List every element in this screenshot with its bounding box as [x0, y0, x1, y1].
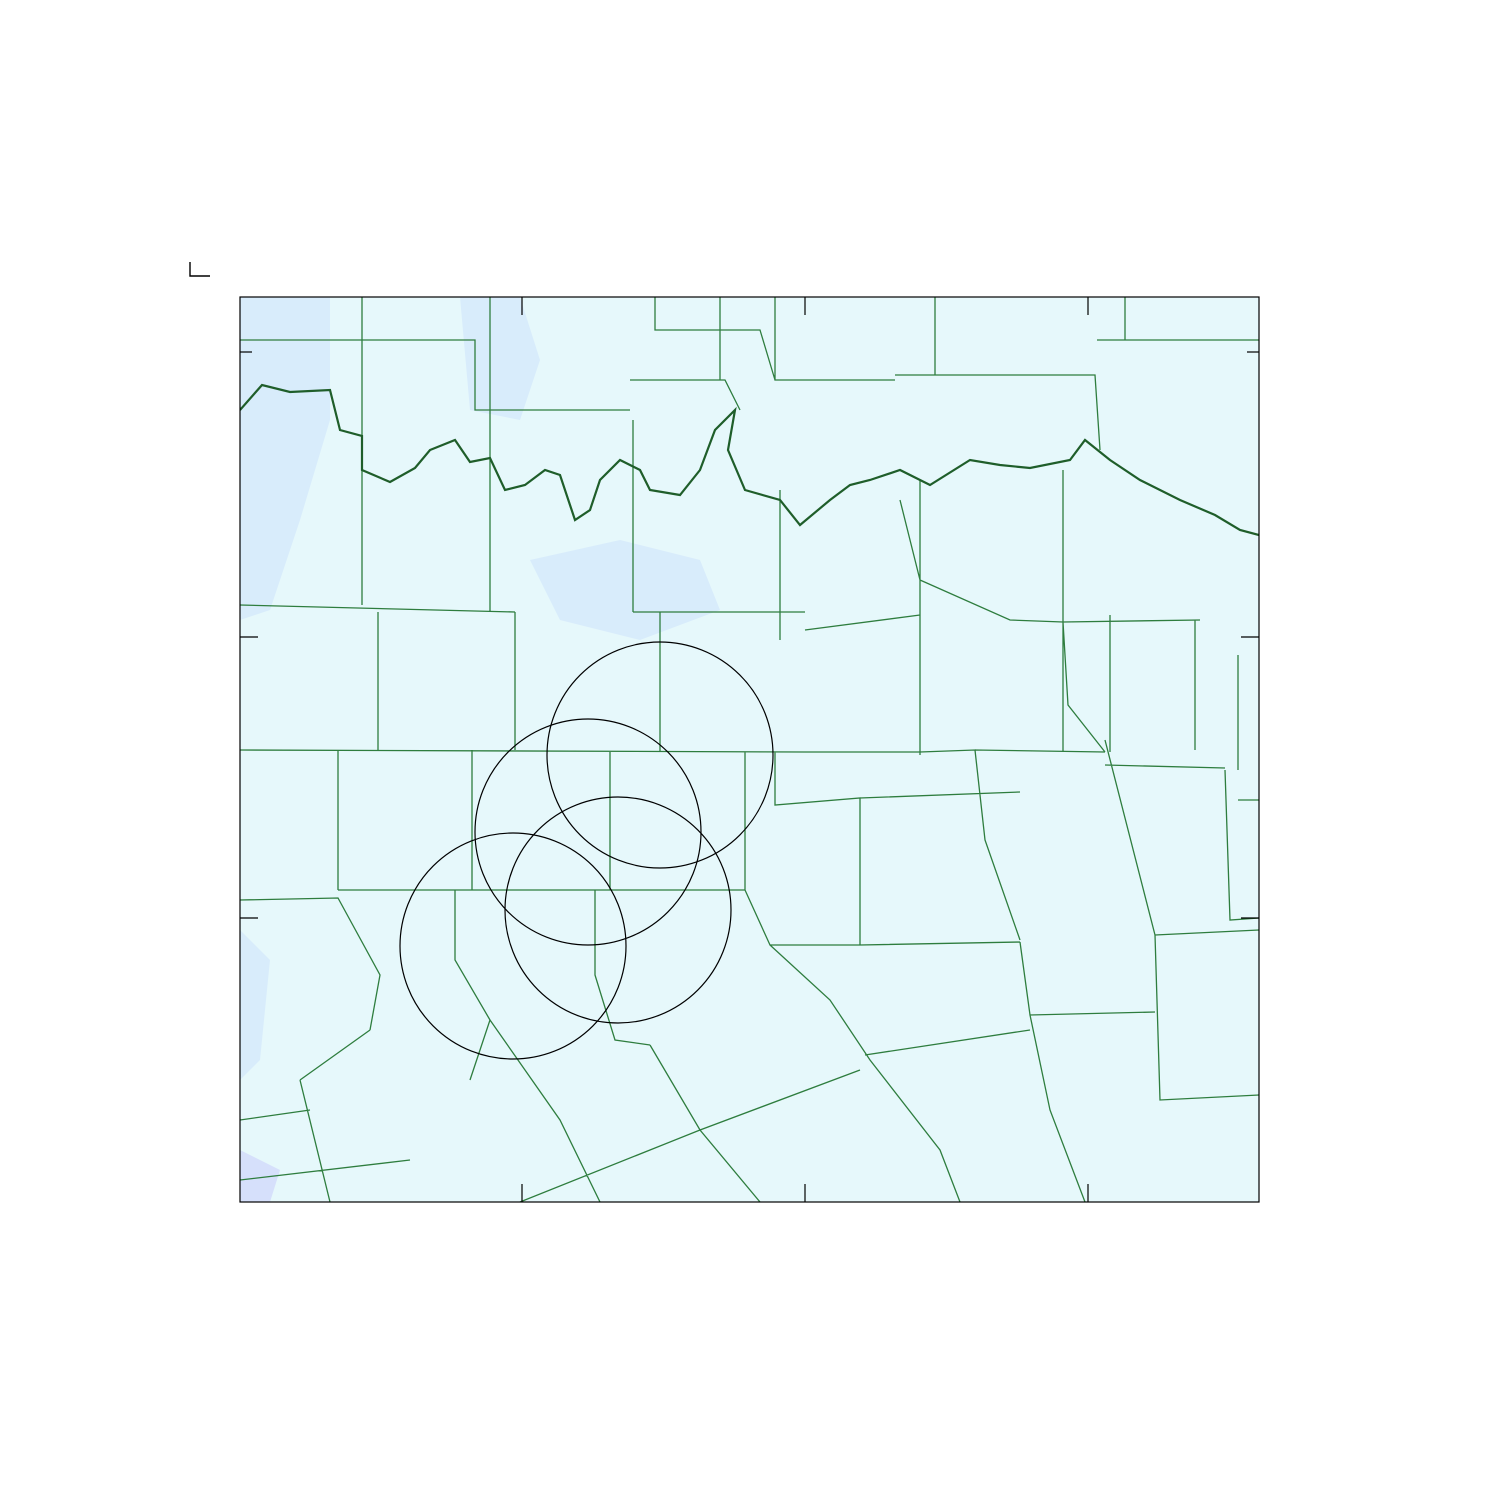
vector-key-arrow: [190, 262, 210, 276]
wind-speed-shading: [240, 297, 1259, 1202]
